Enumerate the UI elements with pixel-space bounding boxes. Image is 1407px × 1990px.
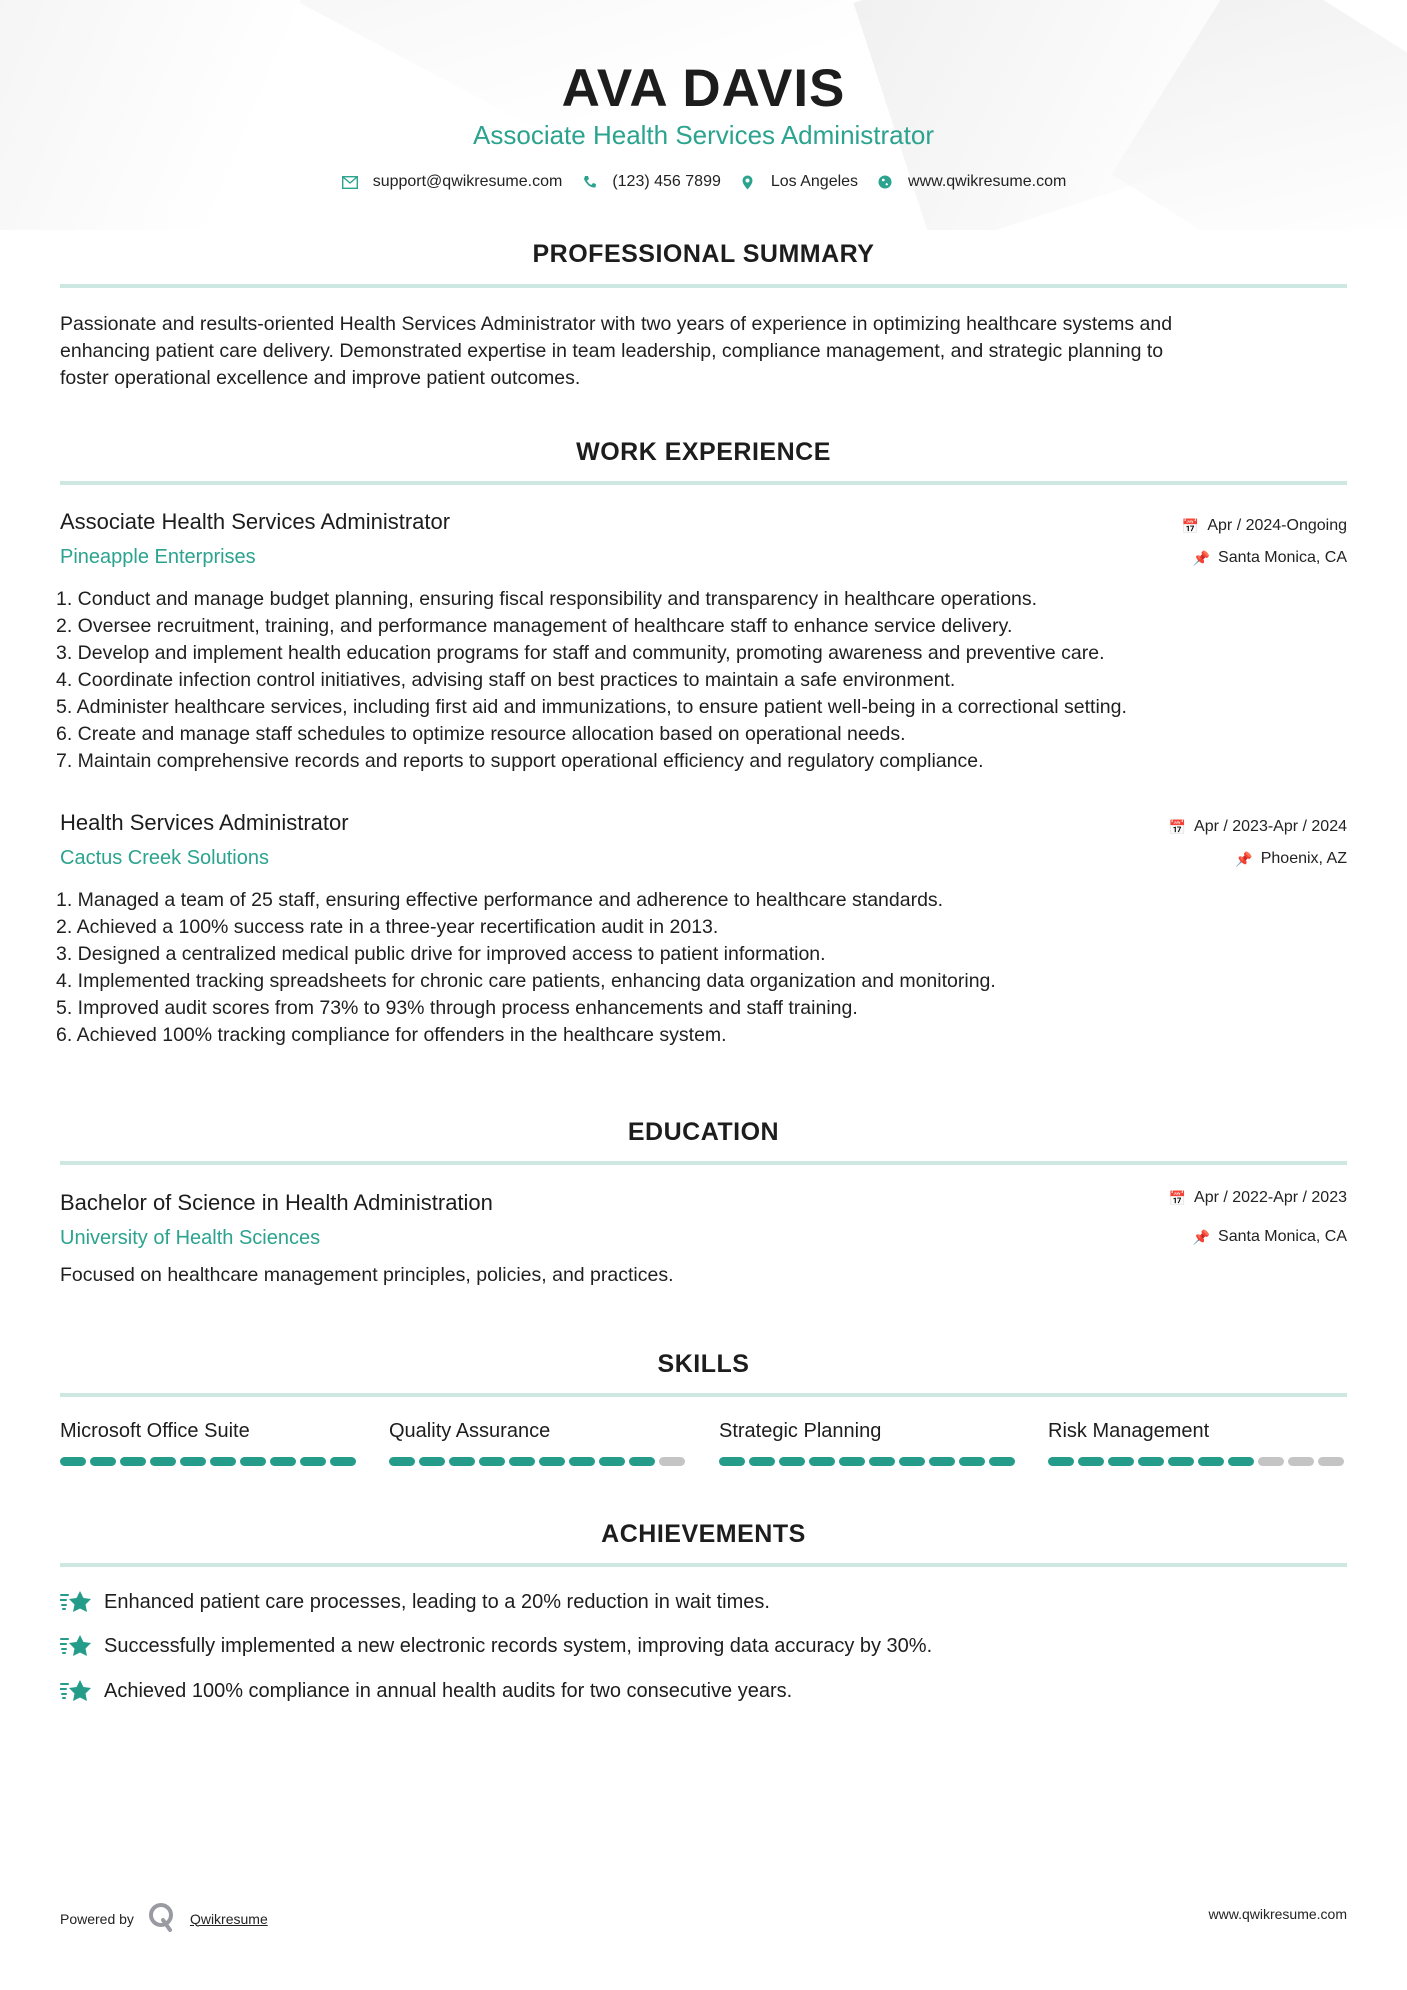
job-title: Associate Health Services Administrator [60, 509, 451, 534]
skill-segment-filled [719, 1457, 745, 1466]
star-award-icon [60, 1588, 92, 1616]
skill-segment-filled [1138, 1457, 1164, 1466]
section-divider [60, 1393, 1347, 1397]
qwikresume-logo-icon [148, 1902, 176, 1935]
job-location [1235, 850, 1347, 868]
education-description: Focused on healthcare management principles, policies, and practices. [60, 1264, 674, 1286]
skill-name: Risk Management [1048, 1420, 1210, 1442]
skill-segment-filled [629, 1457, 655, 1466]
company-name: Cactus Creek Solutions [60, 847, 269, 869]
section-divider [60, 481, 1347, 485]
calendar-icon: 📅 [1181, 517, 1200, 534]
phone-text: (123) 456 7899 [612, 173, 721, 190]
calendar-icon: 📅 [1168, 1189, 1187, 1206]
skill-segment-filled [1228, 1457, 1254, 1466]
phone-icon [580, 173, 598, 191]
bullet-item: 3. Designed a centralized medical public drive for improved access to patient information. [56, 943, 826, 965]
skill-segment-filled [449, 1457, 475, 1466]
summary-text [60, 311, 1350, 392]
skill-segment-filled [569, 1457, 595, 1466]
skill-segment-filled [479, 1457, 505, 1466]
skill-segment-filled [90, 1457, 116, 1466]
achievement-text: Successfully implemented a new electronic records system, improving data accuracy by 30%. [104, 1634, 933, 1657]
skill-segment-filled [300, 1457, 326, 1466]
bullet-item: 1. Managed a team of 25 staff, ensuring effective performance and adherence to healthcare standards. [56, 889, 944, 911]
section-title-experience: WORK EXPERIENCE [576, 438, 831, 466]
skill-segment-empty [1318, 1457, 1344, 1466]
bullet-item: 7. Maintain comprehensive records and reports to support operational efficiency and regulatory compliance. [56, 750, 984, 772]
skill-level-bar [1048, 1457, 1344, 1466]
summary-line: foster operational excellence and improve patient outcomes. [60, 367, 581, 389]
qwikresume-link[interactable]: Qwikresume [189, 1910, 268, 1927]
section-divider [60, 1161, 1347, 1165]
section-divider [60, 284, 1347, 288]
website-text: www.qwikresume.com [908, 173, 1067, 190]
section-title-achievements: ACHIEVEMENTS [601, 1520, 806, 1548]
pushpin-icon: 📌 [1192, 1228, 1211, 1245]
skill-segment-filled [270, 1457, 296, 1466]
contact-email[interactable] [341, 173, 563, 191]
envelope-icon [341, 173, 359, 191]
skill-segment-filled [929, 1457, 955, 1466]
skill-segment-filled [959, 1457, 985, 1466]
skill-name: Microsoft Office Suite [60, 1420, 250, 1442]
section-title-education: EDUCATION [627, 1118, 780, 1146]
skill-segment-filled [869, 1457, 895, 1466]
bullet-item: 3. Develop and implement health education programs for staff and community, promoting awareness and preventive care. [56, 642, 1105, 664]
skill-segment-filled [1168, 1457, 1194, 1466]
footer-powered-by [60, 1902, 268, 1935]
job-bullets [56, 586, 1356, 775]
degree-title: Bachelor of Science in Health Administration [60, 1190, 493, 1215]
skill-segment-filled [1198, 1457, 1224, 1466]
section-divider [60, 1563, 1347, 1567]
achievement-text: Enhanced patient care processes, leading to a 20% reduction in wait times. [104, 1590, 770, 1613]
location-text: Phoenix, AZ [1260, 850, 1347, 867]
skill-segment-filled [330, 1457, 356, 1466]
skill-level-bar [389, 1457, 685, 1466]
skill-segment-filled [509, 1457, 535, 1466]
skill-level-bar [60, 1457, 356, 1466]
skill-segment-empty [1258, 1457, 1284, 1466]
skill-segment-filled [779, 1457, 805, 1466]
skill-segment-filled [749, 1457, 775, 1466]
dates-text: Apr / 2024-Ongoing [1207, 517, 1347, 534]
location-text: Santa Monica, CA [1218, 549, 1347, 566]
skill-segment-empty [659, 1457, 685, 1466]
location-text: Los Angeles [770, 173, 859, 190]
bullet-item: 6. Create and manage staff schedules to optimize resource allocation based on operational needs. [56, 723, 906, 745]
company-name: Pineapple Enterprises [60, 546, 256, 568]
skill-segment-filled [210, 1457, 236, 1466]
skill-segment-filled [419, 1457, 445, 1466]
bullet-item: 1. Conduct and manage budget planning, ensuring fiscal responsibility and transparency in healthcare operations. [56, 588, 1038, 610]
bullet-item: 4. Implemented tracking spreadsheets for chronic care patients, enhancing data organization and monitoring. [56, 970, 996, 992]
skill-segment-filled [60, 1457, 86, 1466]
skill-segment-filled [120, 1457, 146, 1466]
contact-location [739, 173, 858, 191]
bullet-item: 5. Improved audit scores from 73% to 93% through process enhancements and staff training. [56, 997, 858, 1019]
bullet-item: 6. Achieved 100% tracking compliance for offenders in the healthcare system. [56, 1024, 727, 1046]
skill-segment-filled [1048, 1457, 1074, 1466]
section-title-summary: PROFESSIONAL SUMMARY [532, 240, 875, 268]
skill-segment-filled [180, 1457, 206, 1466]
skill-segment-empty [1288, 1457, 1314, 1466]
skill-segment-filled [150, 1457, 176, 1466]
achievement-item [60, 1677, 792, 1705]
star-award-icon [60, 1677, 92, 1705]
achievement-text: Achieved 100% compliance in annual health audits for two consecutive years. [104, 1679, 793, 1702]
skill-segment-filled [389, 1457, 415, 1466]
star-award-icon [60, 1632, 92, 1660]
map-pin-icon [739, 173, 757, 191]
skill-segment-filled [899, 1457, 925, 1466]
education-dates [1169, 1189, 1347, 1207]
candidate-title: Associate Health Services Administrator [473, 120, 934, 150]
education-location [1193, 1228, 1347, 1246]
bullet-item: 2. Achieved a 100% success rate in a three-year recertification audit in 2013. [56, 916, 719, 938]
contact-phone[interactable] [580, 173, 721, 191]
dates-text: Apr / 2022-Apr / 2023 [1194, 1189, 1347, 1206]
job-dates [1169, 818, 1347, 836]
summary-line: enhancing patient care delivery. Demonstrated expertise in team leadership, compliance management, and strategic planning to [60, 340, 1164, 362]
dates-text: Apr / 2023-Apr / 2024 [1194, 818, 1347, 835]
email-text: support@qwikresume.com [372, 173, 563, 190]
pushpin-icon: 📌 [1192, 549, 1211, 566]
footer-website[interactable]: www.qwikresume.com [1208, 1906, 1347, 1922]
skill-segment-filled [809, 1457, 835, 1466]
contact-website[interactable] [876, 173, 1066, 191]
skill-segment-filled [240, 1457, 266, 1466]
calendar-icon: 📅 [1168, 818, 1187, 835]
bullet-item: 2. Oversee recruitment, training, and performance management of healthcare staff to enhance service delivery. [56, 615, 1013, 637]
skill-segment-filled [599, 1457, 625, 1466]
skill-segment-filled [539, 1457, 565, 1466]
candidate-name: AVA DAVIS [561, 59, 846, 118]
skill-segment-filled [839, 1457, 865, 1466]
achievement-item [60, 1588, 770, 1616]
location-text: Santa Monica, CA [1218, 1228, 1347, 1245]
job-location [1193, 549, 1347, 567]
job-title: Health Services Administrator [60, 810, 349, 835]
contact-bar [0, 173, 1407, 191]
bullet-item: 5. Administer healthcare services, including first aid and immunizations, to ensure patient well-being in a correctional setting. [56, 696, 1127, 718]
achievement-item [60, 1632, 932, 1660]
section-title-skills: SKILLS [657, 1350, 750, 1378]
job-dates [1182, 517, 1347, 535]
skill-name: Strategic Planning [719, 1420, 882, 1442]
job-bullets [56, 887, 1356, 1049]
summary-line: Passionate and results-oriented Health Services Administrator with two years of experience in optimizing healthcare systems and [60, 313, 1173, 335]
pushpin-icon: 📌 [1235, 850, 1253, 867]
skill-segment-filled [989, 1457, 1015, 1466]
skill-name: Quality Assurance [389, 1420, 551, 1442]
globe-icon [876, 173, 894, 191]
bullet-item: 4. Coordinate infection control initiatives, advising staff on best practices to maintain a safe environment. [56, 669, 956, 691]
school-name: University of Health Sciences [60, 1227, 321, 1249]
powered-by-label: Powered by [60, 1910, 134, 1927]
skill-segment-filled [1078, 1457, 1104, 1466]
skill-segment-filled [1108, 1457, 1134, 1466]
skill-level-bar [719, 1457, 1015, 1466]
